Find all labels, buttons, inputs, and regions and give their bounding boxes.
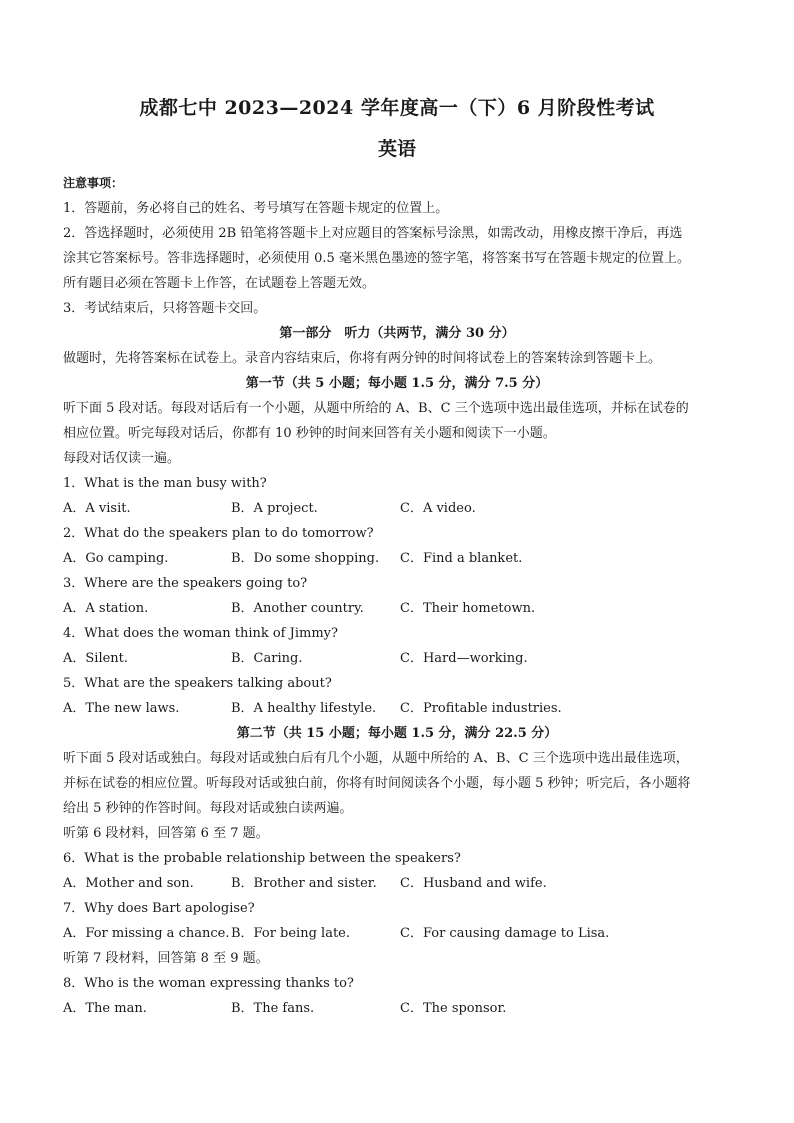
section1-instruction: 相应位置。听完每段对话后，你都有 10 秒钟的时间来回答有关小题和阅读下一小题。 xyxy=(63,426,556,441)
notes-heading: 注意事项： xyxy=(63,176,124,190)
question-options xyxy=(63,996,731,1021)
material-note: 听第 6 段材料，回答第 6 至 7 题。 xyxy=(63,826,269,841)
section2-instruction: 并标在试卷的相应位置。听每段对话或独白前，你将有时间阅读各个小题，每小题 5 秒钟；听完后，各小题将 xyxy=(63,776,691,791)
option-c: C．Profitable industries. xyxy=(400,701,562,716)
question-stem: 4．What does the woman think of Jimmy? xyxy=(63,626,338,641)
option-b: B．Caring. xyxy=(231,651,303,666)
material-note: 听第 7 段材料，回答第 8 至 9 题。 xyxy=(63,951,269,966)
note-item: 涂其它答案标号。答非选择题时，必须使用 0.5 毫米黑色墨迹的签字笔，将答案书写在答题卡规定的位置上。 xyxy=(63,251,690,266)
question-options xyxy=(63,646,731,671)
option-b: B．For being late. xyxy=(231,926,350,941)
section1-instruction: 听下面 5 段对话。每段对话后有一个小题，从题中所给的 A、B、C 三个选项中选出最佳选项，并标在试卷的 xyxy=(63,401,689,416)
option-a: A．Go camping. xyxy=(63,551,169,566)
option-a: A．The man. xyxy=(63,1001,147,1016)
option-a: A．The new laws. xyxy=(63,701,180,716)
section2-instruction: 给出 5 秒钟的作答时间。每段对话或独白读两遍。 xyxy=(63,801,353,816)
option-a: A．A visit. xyxy=(63,501,131,516)
section2-instruction: 听下面 5 段对话或独白。每段对话或独白后有几个小题，从题中所给的 A、B、C 三个选项中选出最佳选项， xyxy=(63,751,689,766)
exam-subject: 英语 xyxy=(377,138,416,160)
section2-heading: 第二节（共 15 小题；每小题 1.5 分，满分 22.5 分） xyxy=(236,726,558,741)
question-options xyxy=(63,696,731,721)
section1-instruction: 每段对话仅读一遍。 xyxy=(63,451,181,466)
option-c: C．Find a blanket. xyxy=(400,551,523,566)
question-options xyxy=(63,496,731,521)
exam-title: 成都七中 2023—2024 学年度高一（下）6 月阶段性考试 xyxy=(139,97,655,119)
exam-page xyxy=(63,93,731,1021)
option-a: A．A station. xyxy=(63,601,149,616)
part1-instruction: 做题时，先将答案标在试卷上。录音内容结束后，你将有两分钟的时间将试卷上的答案转涂到答题卡上。 xyxy=(63,351,662,366)
section1-heading: 第一节（共 5 小题；每小题 1.5 分，满分 7.5 分） xyxy=(245,376,549,391)
question-stem: 2．What do the speakers plan to do tomorrow? xyxy=(63,526,374,541)
question-options xyxy=(63,546,731,571)
question-options xyxy=(63,921,731,946)
question-stem: 5．What are the speakers talking about? xyxy=(63,676,332,691)
option-b: B．Another country. xyxy=(231,601,364,616)
option-b: B．The fans. xyxy=(231,1001,315,1016)
note-item: 所有题目必须在答题卡上作答，在试题卷上答题无效。 xyxy=(63,276,376,291)
question-options xyxy=(63,596,731,621)
option-a: A．For missing a chance. xyxy=(63,926,230,941)
note-item: 3．考试结束后，只将答题卡交回。 xyxy=(63,301,267,316)
option-c: C．Hard—working. xyxy=(400,651,528,666)
option-c: C．For causing damage to Lisa. xyxy=(400,926,610,941)
question-stem: 8．Who is the woman expressing thanks to? xyxy=(63,976,354,991)
note-item: 2．答选择题时，必须使用 2B 铅笔将答题卡上对应题目的答案标号涂黑，如需改动，用橡皮擦干净后，再选 xyxy=(63,226,683,241)
question-stem: 1．What is the man busy with? xyxy=(63,476,267,491)
option-b: B．A healthy lifestyle. xyxy=(231,701,377,716)
question-stem: 6．What is the probable relationship between the speakers? xyxy=(63,851,461,866)
option-b: B．Brother and sister. xyxy=(231,876,377,891)
question-stem: 3．Where are the speakers going to? xyxy=(63,576,308,591)
part1-heading: 第一部分 听力（共两节，满分 30 分） xyxy=(279,326,515,341)
question-stem: 7．Why does Bart apologise? xyxy=(63,901,255,916)
option-c: C．The sponsor. xyxy=(400,1001,507,1016)
option-a: A．Silent. xyxy=(63,651,129,666)
option-c: C．A video. xyxy=(400,501,476,516)
option-b: B．Do some shopping. xyxy=(231,551,380,566)
question-options xyxy=(63,871,731,896)
option-a: A．Mother and son. xyxy=(63,876,194,891)
option-c: C．Their hometown. xyxy=(400,601,536,616)
note-item: 1．答题前，务必将自己的姓名、考号填写在答题卡规定的位置上。 xyxy=(63,201,449,216)
option-b: B．A project. xyxy=(231,501,318,516)
option-c: C．Husband and wife. xyxy=(400,876,547,891)
